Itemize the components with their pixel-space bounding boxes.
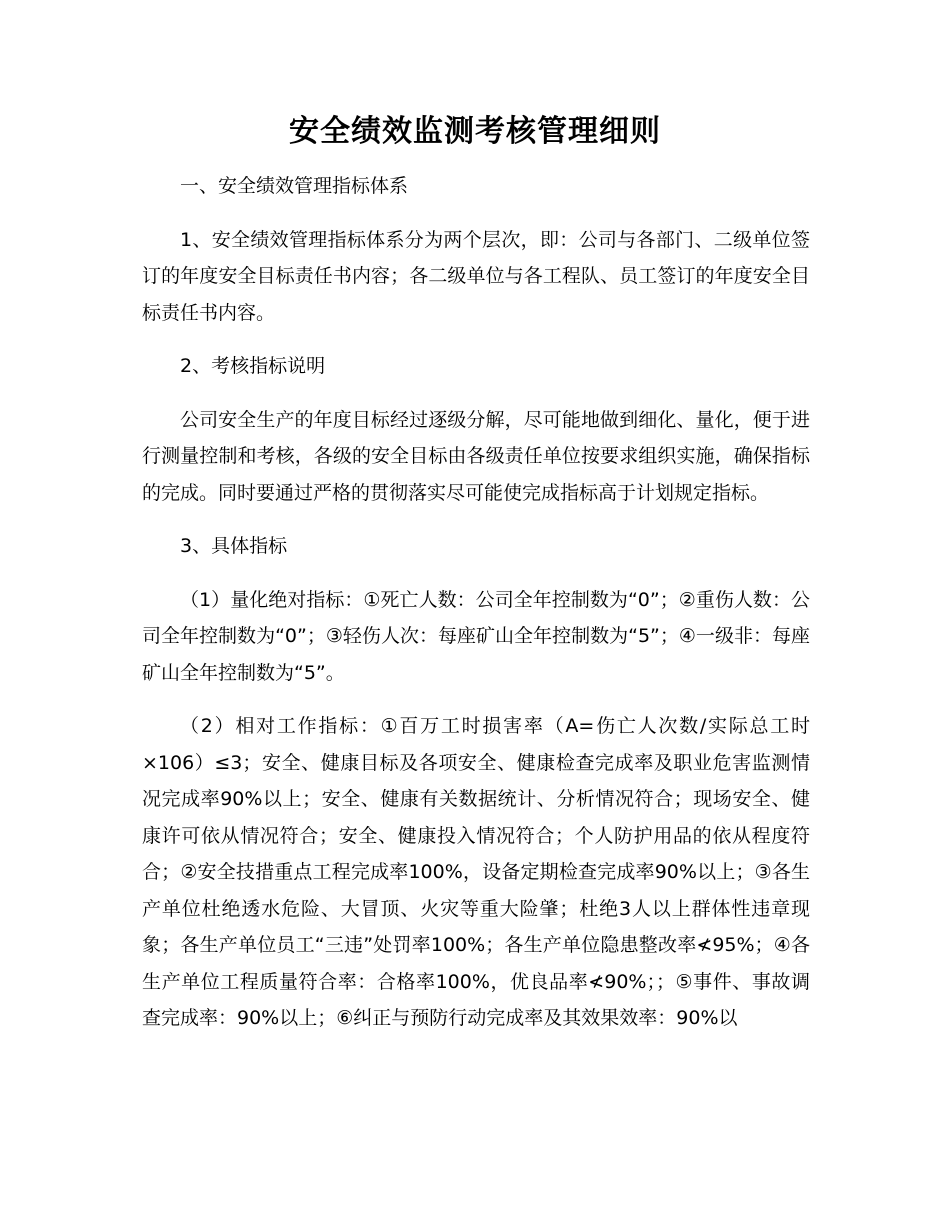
- paragraph-relative-indicators: （2）相对工作指标：①百万工时损害率（A=伤亡人次数/实际总工时×106）≤3；安全、健康目标及各项安全、健康检查完成率及职业危害监测情况完成率90%以上；安全、健康有关数据统计、分析情况符合；现场安全、健康许可依从情况符合；安全、健康投入情况符合；个人防护用品的依从程度符合；②安全技措重点工程完成率100%，设备定期检查完成率90%以上；③各生产单位杜绝透水危险、大冒顶、火灾等重大险肇；杜绝3人以上群体性违章现象；各生产单位员工“三违”处罚率100%；各生产单位隐患整改率≮95%；④各生产单位工程质量符合率：合格率100%，优良品率≮90%；；⑤事件、事故调查完成率：90%以上；⑥纠正与预防行动完成率及其效果效率：90%以: [142, 715, 810, 1029]
- document-title: 安全绩效监测考核管理细则: [289, 114, 661, 149]
- paragraph-indicator-system: 1、安全绩效管理指标体系分为两个层次，即：公司与各部门、二级单位签订的年度安全目标责任书内容；各二级单位与各工程队、员工签订的年度安全目标责任书内容。: [142, 228, 810, 324]
- document-body: [142, 168, 810, 1054]
- paragraph-absolute-indicators: （1）量化绝对指标：①死亡人数：公司全年控制数为“0”；②重伤人数：公司全年控制数为“0”；③轻伤人次：每座矿山全年控制数为“5”；④一级非：每座矿山全年控制数为“5”。: [142, 588, 810, 684]
- section-heading-3: 3、具体指标: [180, 535, 288, 557]
- section-heading-2: 2、考核指标说明: [180, 355, 326, 377]
- paragraph-indicator-description: 公司安全生产的年度目标经过逐级分解，尽可能地做到细化、量化，便于进行测量控制和考核，各级的安全目标由各级责任单位按要求组织实施，确保指标的完成。同时要通过严格的贯彻落实尽可能使完成指标高于计划规定指标。: [142, 408, 810, 504]
- section-heading-1: 一、安全绩效管理指标体系: [180, 175, 409, 197]
